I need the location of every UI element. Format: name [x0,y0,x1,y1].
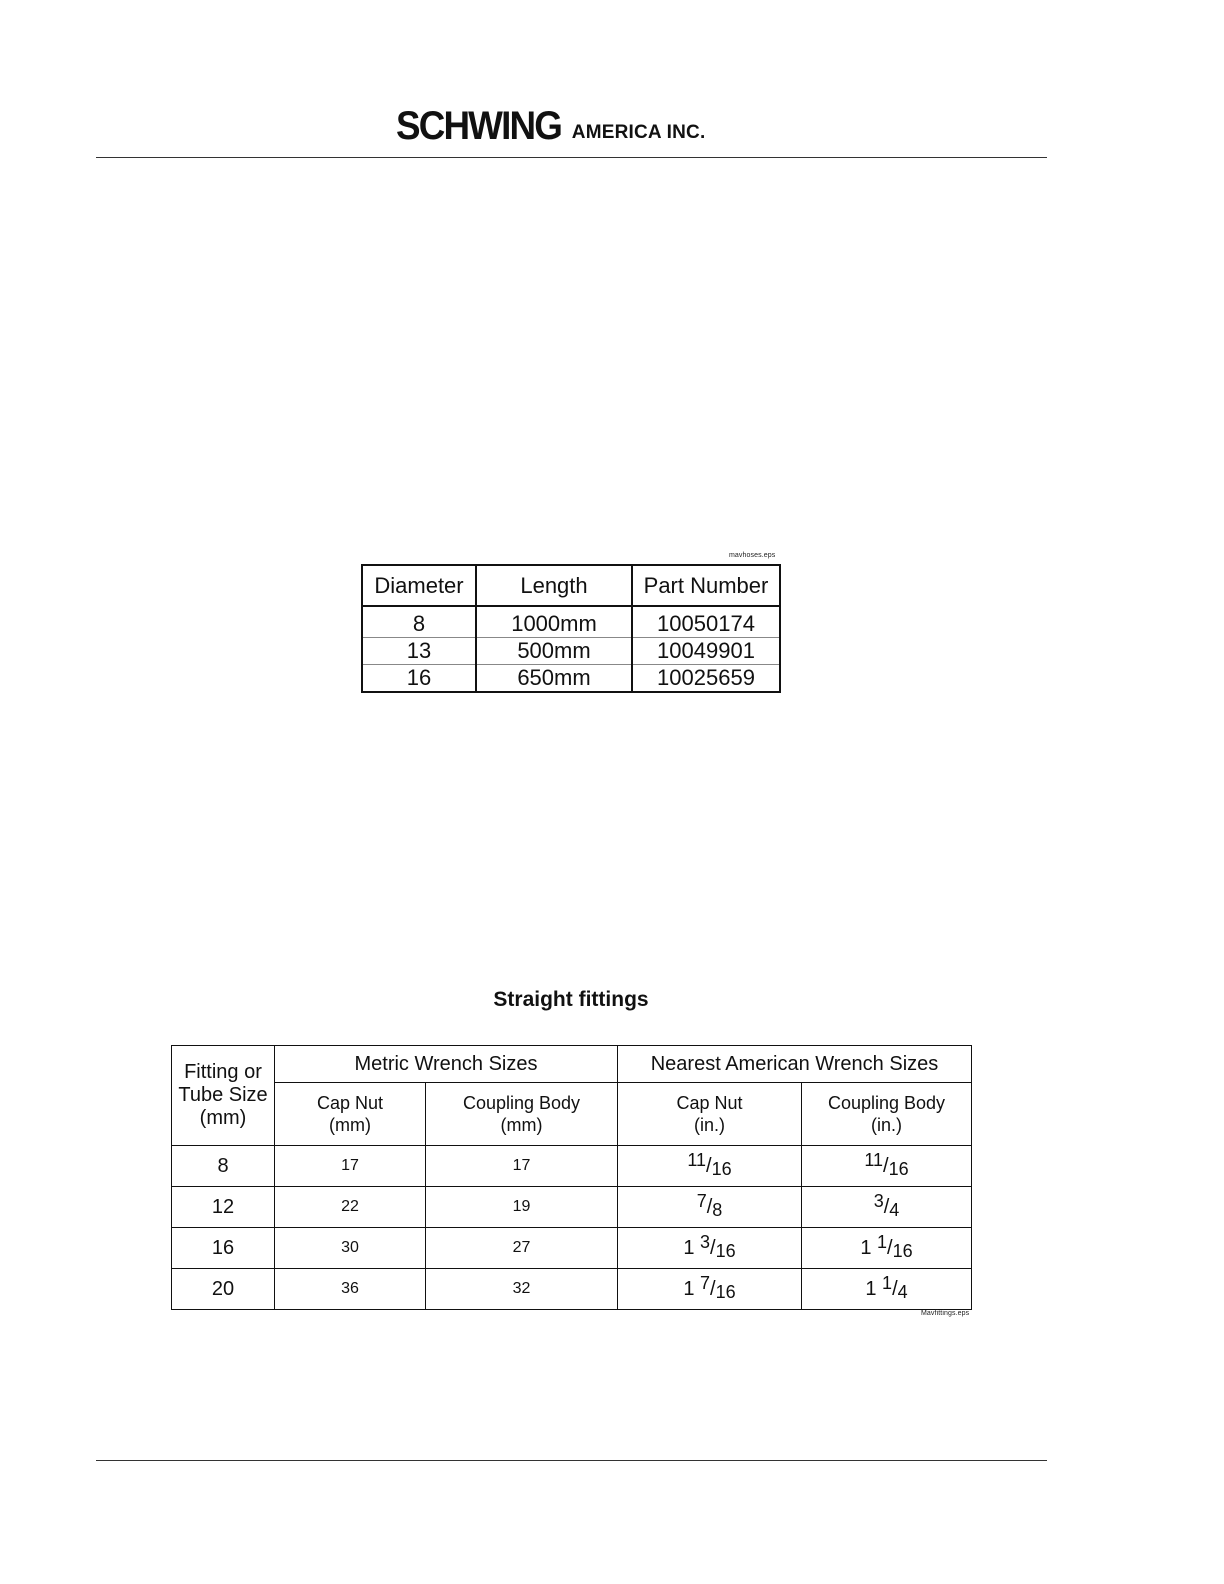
american-group-header: Nearest American Wrench Sizes [618,1046,972,1083]
header-line: Cap Nut [316,1093,384,1113]
fraction-whole: 1 [683,1277,695,1300]
fraction-denominator: 16 [711,1158,732,1179]
fraction-whole: 1 [865,1277,877,1300]
header-unit: (mm) [329,1115,371,1135]
american-coupling-body-cell: 11/16 [802,1146,972,1187]
american-cap-nut-cell: 1 7/16 [618,1269,802,1310]
metric-cap-nut-cell: 17 [275,1146,426,1187]
fraction-numerator: 3 [700,1231,711,1252]
fraction-whole: 1 [860,1236,872,1259]
section-title: Straight fittings [493,988,649,1011]
american-cap-nut-cell: 1 3/16 [618,1228,802,1269]
fittings-group-header-row [172,1046,972,1083]
header-line: Cap Nut [676,1093,743,1113]
fraction-numerator: 7 [700,1272,711,1293]
size-header-line2: Tube Size [178,1084,268,1106]
table-row [172,1269,972,1310]
fraction-numerator: 3 [873,1190,884,1211]
fraction-denominator: 16 [892,1240,913,1261]
footer-divider [96,1460,1047,1461]
fraction-numerator: 11 [687,1149,707,1170]
american-cap-nut-cell: 11/16 [618,1146,802,1187]
fraction-denominator: 8 [712,1199,723,1220]
header-unit: (in.) [694,1115,725,1135]
size-header-line1: Fitting or [184,1061,262,1083]
metric-group-header: Metric Wrench Sizes [275,1046,618,1083]
part-number-cell: 10050174 [632,606,780,638]
metric-cap-nut-cell: 30 [275,1228,426,1269]
american-cap-nut-header [618,1083,802,1146]
tube-size-cell: 16 [172,1228,275,1269]
diameter-cell: 8 [362,606,476,638]
brand-subtitle: AMERICA INC. [571,122,706,143]
table-row [362,606,780,638]
diameter-cell: 16 [362,665,476,693]
column-header-length: Length [476,565,632,606]
metric-cap-nut-header [275,1083,426,1146]
tube-size-cell: 12 [172,1187,275,1228]
length-cell: 500mm [476,638,632,665]
length-cell: 1000mm [476,606,632,638]
american-cap-nut-cell: 7/8 [618,1187,802,1228]
table-row [172,1228,972,1269]
column-header-diameter: Diameter [362,565,476,606]
fraction-denominator: 4 [889,1199,900,1220]
metric-cap-nut-cell: 36 [275,1269,426,1310]
length-cell: 650mm [476,665,632,693]
hose-table-header-row [362,565,780,606]
header-line: Coupling Body [462,1093,581,1113]
fraction-denominator: 16 [715,1240,736,1261]
header-line: Coupling Body [827,1093,946,1113]
brand-name: SCHWING [396,104,561,148]
fittings-figure-filename: Mavfittings.eps [921,1310,970,1317]
hoses-figure-filename: mavhoses.eps [729,552,776,559]
metric-coupling-body-cell: 17 [426,1146,618,1187]
fraction-numerator: 1 [882,1272,893,1293]
fraction-numerator: 11 [864,1149,884,1170]
tube-size-cell: 20 [172,1269,275,1310]
metric-coupling-body-cell: 27 [426,1228,618,1269]
table-row [362,665,780,693]
part-number-cell: 10025659 [632,665,780,693]
metric-cap-nut-cell: 22 [275,1187,426,1228]
size-header-line3: (mm) [199,1107,247,1129]
american-coupling-body-cell: 1 1/16 [802,1228,972,1269]
diameter-cell: 13 [362,638,476,665]
table-row [172,1146,972,1187]
size-column-header [172,1046,275,1146]
american-coupling-body-header [802,1083,972,1146]
header-divider [96,157,1047,158]
fittings-table [171,1045,972,1310]
tube-size-cell: 8 [172,1146,275,1187]
fraction-denominator: 16 [888,1158,909,1179]
fraction-numerator: 1 [877,1231,888,1252]
fraction-denominator: 4 [897,1281,908,1302]
american-coupling-body-cell: 1 1/4 [802,1269,972,1310]
company-logo [396,104,706,148]
header-unit: (mm) [500,1115,543,1135]
header-unit: (in.) [871,1115,902,1135]
hose-table [361,564,781,693]
fraction-denominator: 16 [715,1281,736,1302]
fraction-whole: 1 [683,1236,695,1259]
metric-coupling-body-cell: 19 [426,1187,618,1228]
metric-coupling-body-cell: 32 [426,1269,618,1310]
american-coupling-body-cell: 3/4 [802,1187,972,1228]
part-number-cell: 10049901 [632,638,780,665]
fittings-subheader-row [172,1083,972,1146]
metric-coupling-body-header [426,1083,618,1146]
column-header-part-number: Part Number [632,565,780,606]
table-row [362,638,780,665]
fraction-numerator: 7 [696,1190,707,1211]
table-row [172,1187,972,1228]
